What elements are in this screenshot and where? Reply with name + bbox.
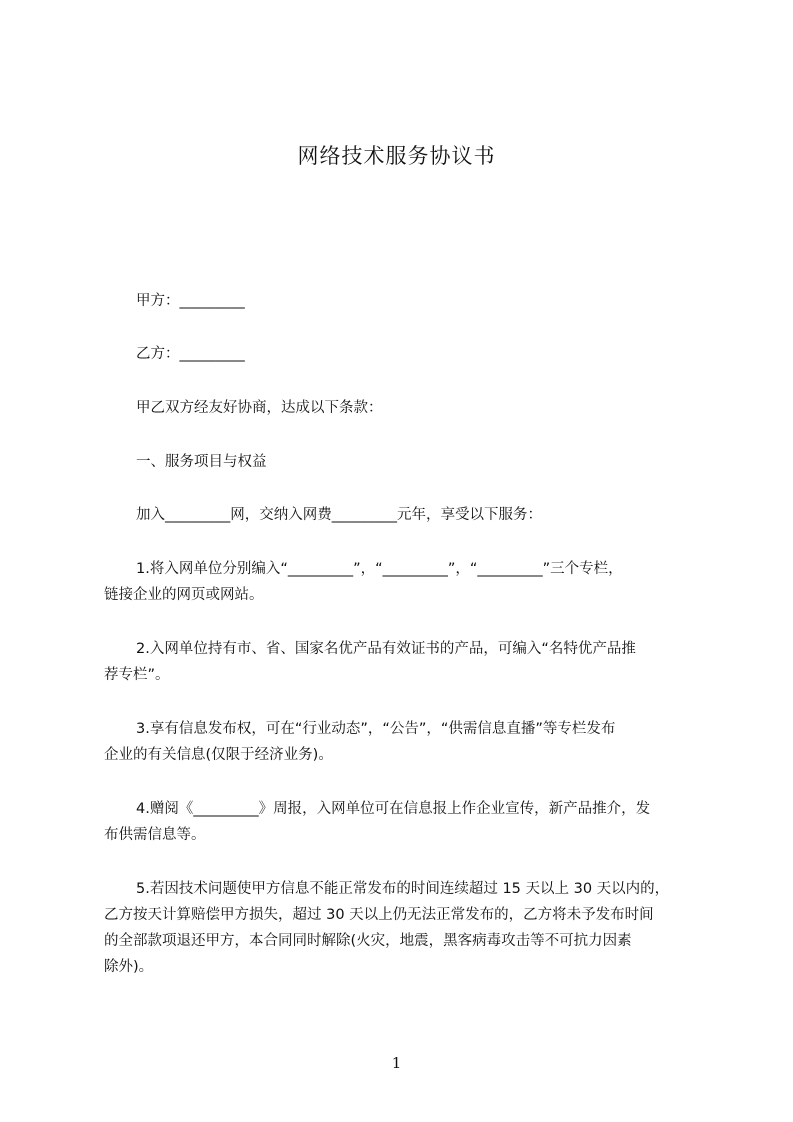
item-3-line-2: 企业的有关信息(仅限于经济业务)。 [104,747,333,763]
item-2-line-2: 荐专栏”。 [104,667,170,683]
item-1-line-1: 1.将入网单位分别编入“_________”，“_________”，“_________”三个专栏， [136,561,623,577]
item-5-line-2: 乙方按天计算赔偿甲方损失，超过 30 天以上仍无法正常发布的，乙方将未予发布时间 [104,907,654,923]
intro-paragraph: 甲乙双方经友好协商，达成以下条款： [136,400,383,416]
join-paragraph: 加入_________网，交纳入网费_________元年，享受以下服务： [136,507,542,523]
item-1-line-2: 链接企业的网页或网站。 [104,587,264,603]
item-5-line-1: 5.若因技术问题使甲方信息不能正常发布的时间连续超过 15 天以上 30 天以内的， [136,881,670,897]
item-5-line-3: 的全部款项退还甲方，本合同同时解除(火灾，地震，黑客病毒攻击等不可抗力因素 [104,933,632,949]
page-number: 1 [391,1054,402,1072]
item-4-line-1: 4.赠阅《_________》周报，入网单位可在信息报上作企业宣传，新产品推介，发 [136,801,651,817]
section-heading: 一、服务项目与权益 [136,454,267,470]
item-2-line-1: 2.入网单位持有市、省、国家名优产品有效证书的产品，可编入“名特优产品推 [136,641,636,657]
party-a-line: 甲方：_________ [136,293,245,309]
item-4-line-2: 布供需信息等。 [104,827,206,843]
item-3-line-1: 3.享有信息发布权，可在“行业动态”，“公告”，“供需信息直播”等专栏发布 [136,721,616,737]
item-5-line-4: 除外)。 [104,959,154,975]
document-title: 网络技术服务协议书 [297,144,496,168]
party-b-line: 乙方：_________ [136,346,245,362]
